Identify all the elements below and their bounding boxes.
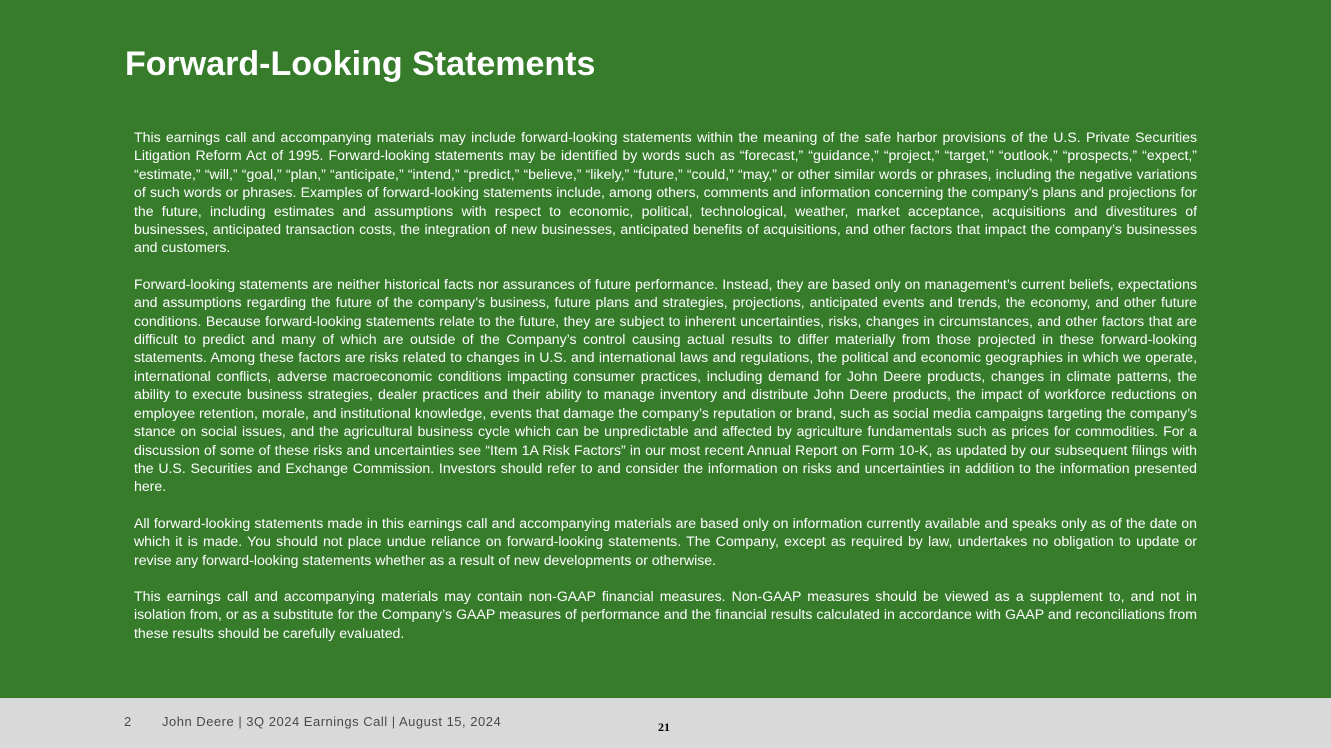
statement-body: [134, 128, 1197, 660]
paragraph-no-obligation: All forward-looking statements made in this earnings call and accompanying materials are based only on information currently available and speaks only as of the date on which it is made. You should not place undue reliance on forward-looking statements. The Company, except as required by law, undertakes no obligation to update or revise any forward-looking statements whether as a result of new developments or otherwise.: [134, 514, 1197, 568]
footer-caption: John Deere | 3Q 2024 Earnings Call | August 15, 2024: [162, 714, 502, 729]
paragraph-non-gaap: This earnings call and accompanying materials may contain non-GAAP financial measures. Non-GAAP measures should be viewed as a supplement to, and not in isolation from, or as a substitute for the Company’s GAAP measures of performance and the financial results calculated in accordance with GAAP and reconciliations from these results should be carefully evaluated.: [134, 587, 1197, 641]
footer-page-number: 2: [124, 714, 132, 729]
paragraph-risk-factors: Forward-looking statements are neither historical facts nor assurances of future performance. Instead, they are based only on management’s current beliefs, expectations and assumptions regarding the future of the company’s business, future plans and strategies, projections, anticipated events and trends, the economy, and other future conditions. Because forward-looking statements relate to the future, they are subject to inherent uncertainties, risks, changes in circumstances, and other factors that are difficult to predict and many of which are outside of the Company’s control causing actual results to differ materially from those projected in these forward-looking statements. Among these factors are risks related to changes in U.S. and international laws and regulations, the political and economic geographies in which we operate, international conflicts, adverse macroeconomic conditions impacting consumer practices, including demand for John Deere products, changes in climate patterns, the ability to execute business strategies, dealer practices and their ability to manage inventory and distribute John Deere products, the impact of workforce reductions on employee retention, morale, and institutional knowledge, events that damage the company’s reputation or brand, such as social media campaigns targeting the company’s stance on social issues, and the agricultural business cycle which can be unpredictable and affected by agriculture fundamentals such as prices for commodities. For a discussion of some of these risks and uncertainties see “Item 1A Risk Factors” in our most recent Annual Report on Form 10-K, as updated by our subsequent filings with the U.S. Securities and Exchange Commission. Investors should refer to and consider the information on risks and uncertainties in addition to the information presented here.: [134, 275, 1197, 495]
slide-number: 21: [658, 720, 670, 734]
paragraph-safe-harbor: This earnings call and accompanying materials may include forward-looking statements within the meaning of the safe harbor provisions of the U.S. Private Securities Litigation Reform Act of 1995. Forward-looking statements may be identified by words such as “forecast,” “guidance,” “project,” “target,” “outlook,” “prospects,” “expect,” “estimate,” “will,” “goal,” “plan,” “anticipate,” “intend,” “predict,” “believe,” “likely,” “future,” “could,” “may,” or other similar words or phrases, including the negative variations of such words or phrases. Examples of forward-looking statements include, among others, comments and information concerning the company’s plans and projections for the future, including estimates and assumptions with respect to economic, political, technological, weather, market acceptance, acquisitions and divestitures of businesses, anticipated transaction costs, the integration of new businesses, anticipated benefits of acquisitions, and other factors that impact the company’s businesses and customers.: [134, 129, 1197, 256]
page-title: Forward-Looking Statements: [125, 45, 596, 83]
footer-bar: [0, 698, 1331, 748]
